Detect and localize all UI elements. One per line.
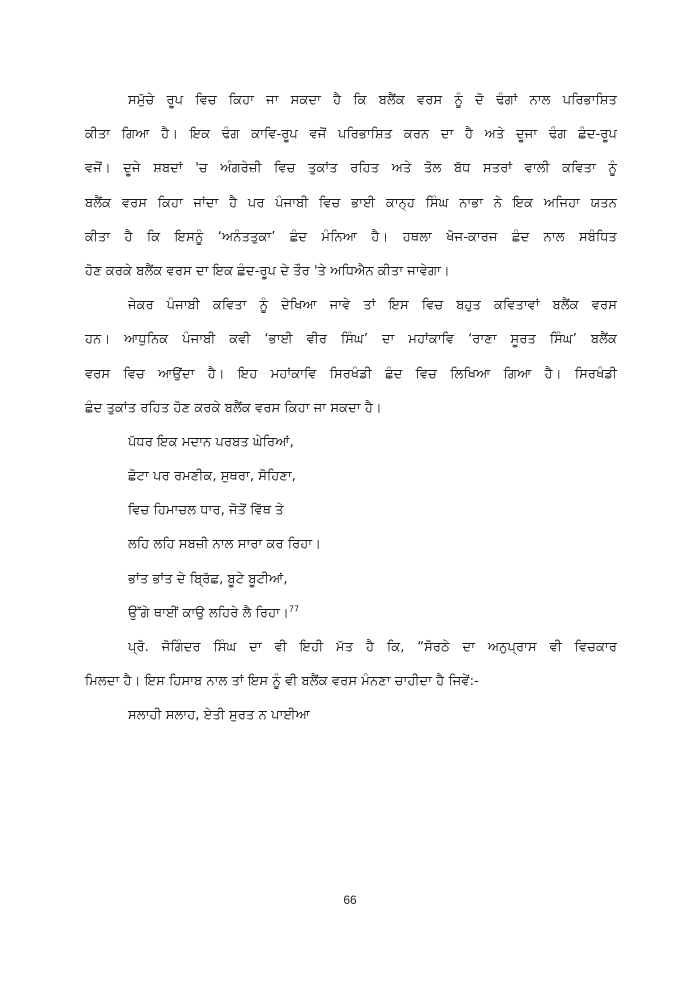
text-line: ਵਰਸ ਵਿਚ ਆਉਂਦਾ ਹੈ। ਇਹ ਮਹਾਂਕਾਵਿ ਸਿਰਖੰਡੀ ਛੰਦ ਵਿਚ ਲਿਖਿਆ ਗਿਆ ਹੈ। ਸਿਰਖੰਡੀ — [85, 366, 617, 382]
verse-line-text: ਉੱਗੇ ਥਾਈਂ ਕਾਉ ਲਹਿਰੇ ਲੈ ਰਿਹਾ। — [128, 605, 289, 621]
document-page — [85, 84, 617, 734]
text-line: ਵਜੋਂ। ਦੂਜੇ ਸ਼ਬਦਾਂ 'ਚ ਅੰਗਰੇਜ਼ੀ ਵਿਚ ਤੁਕਾਂਤ ਰਹਿਤ ਅਤੇ ਤੋਲ ਬੱਧ ਸਤਰਾਂ ਵਾਲੀ ਕਵਿਤਾ ਨੂੰ — [85, 161, 617, 177]
verse-line: ਪੱਧਰ ਇਕ ਮਦਾਨ ਪਰਬਤ ਘੇਰਿਆਂ, — [128, 434, 294, 450]
text-line: ਕੀਤਾ ਹੈ ਕਿ ਇਸਨੂੰ ‘ਅਨੰਤਤੁਕਾ’ ਛੰਦ ਮੰਨਿਆ ਹੈ। ਹਥਲਾ ਖੋਜ-ਕਾਰਜ ਛੰਦ ਨਾਲ ਸਬੰਧਿਤ — [85, 229, 617, 245]
paragraph-1 — [85, 84, 617, 289]
text-line: ਕੀਤਾ ਗਿਆ ਹੈ। ਇਕ ਢੰਗ ਕਾਵਿ-ਰੂਪ ਵਜੋਂ ਪਰਿਭਾਸ਼ਿਤ ਕਰਨ ਦਾ ਹੈ ਅਤੇ ਦੂਜਾ ਢੰਗ ਛੰਦ-ਰੂਪ — [85, 127, 617, 143]
verse-quotation-2 — [85, 699, 617, 733]
text-line: ਬਲੈਂਕ ਵਰਸ ਕਿਹਾ ਜਾਂਦਾ ਹੈ ਪਰ ਪੰਜਾਬੀ ਵਿਚ ਭਾਈ ਕਾਨ੍ਹ ਸਿੰਘ ਨਾਭਾ ਨੇ ਇਕ ਅਜਿਹਾ ਯਤਨ — [85, 195, 617, 211]
verse-line-with-footnote — [85, 597, 617, 631]
text-line: ਹੋਣ ਕਰਕੇ ਬਲੈਂਕ ਵਰਸ ਦਾ ਇਕ ਛੰਦ-ਰੂਪ ਦੇ ਤੌਰ 'ਤੇ ਅਧਿਐਨ ਕੀਤਾ ਜਾਵੇਗਾ। — [85, 263, 450, 279]
footnote-reference[interactable]: 77 — [288, 604, 300, 614]
text-line: ਜੇਕਰ ਪੰਜਾਬੀ ਕਵਿਤਾ ਨੂੰ ਦੇਖਿਆ ਜਾਵੇ ਤਾਂ ਇਸ ਵਿਚ ਬਹੁਤ ਕਵਿਤਾਵਾਂ ਬਲੈਂਕ ਵਰਸ — [128, 298, 617, 314]
verse-line: ਵਿਚ ਹਿਮਾਚਲ ਧਾਰ, ਜੋਤੋਂ ਵਿੱਥ ਤੇ — [128, 503, 284, 519]
paragraph-3 — [85, 631, 617, 699]
text-line: ਹਨ। ਆਧੁਨਿਕ ਪੰਜਾਬੀ ਕਵੀ ‘ਭਾਈ ਵੀਰ ਸਿੰਘ’ ਦਾ ਮਹਾਂਕਾਵਿ ‘ਰਾਣਾ ਸੂਰਤ ਸਿੰਘ’ ਬਲੈਂਕ — [85, 332, 617, 348]
verse-line: ਭਾਂਤ ਭਾਂਤ ਦੇ ਬ੍ਰਿੱਛ, ਬੂਟੇ ਬੂਟੀਆਂ, — [128, 571, 288, 587]
verse-line: ਲਹਿ ਲਹਿ ਸਬਜ਼ੀ ਨਾਲ ਸਾਰਾ ਕਰ ਰਿਹਾ। — [128, 537, 322, 553]
verse-quotation — [85, 426, 617, 631]
text-line: ਸਮੁੱਚੇ ਰੂਪ ਵਿਚ ਕਿਹਾ ਜਾ ਸਕਦਾ ਹੈ ਕਿ ਬਲੈਂਕ ਵਰਸ ਨੂੰ ਦੋ ਢੰਗਾਂ ਨਾਲ ਪਰਿਭਾਸ਼ਿਤ — [128, 93, 617, 108]
page-number: 66 — [343, 893, 357, 907]
verse-line: ਸਲਾਹੀ ਸਲਾਹ, ਏਤੀ ਸੁਰਤ ਨ ਪਾਈਆ — [128, 708, 310, 724]
paragraph-2 — [85, 289, 617, 426]
verse-line: ਛੋਟਾ ਪਰ ਰਮਣੀਕ, ਸੁਥਰਾ, ਸੋਹਿਣਾ, — [128, 469, 296, 485]
text-line: ਮਿਲਦਾ ਹੈ। ਇਸ ਹਿਸਾਬ ਨਾਲ ਤਾਂ ਇਸ ਨੂੰ ਵੀ ਬਲੈਂਕ ਵਰਸ ਮੰਨਣਾ ਚਾਹੀਦਾ ਹੈ ਜਿਵੇਂ:- — [85, 674, 479, 690]
text-line: ਪ੍ਰੋ. ਜੋਗਿੰਦਰ ਸਿੰਘ ਦਾ ਵੀ ਇਹੀ ਮੱਤ ਹੈ ਕਿ, “ਸੋਰਠੇ ਦਾ ਅਨੁਪ੍ਰਾਸ ਵੀ ਵਿਚਕਾਰ — [128, 640, 617, 655]
text-line: ਛੰਦ ਤੁਕਾਂਤ ਰਹਿਤ ਹੋਣ ਕਰਕੇ ਬਲੈਂਕ ਵਰਸ ਕਿਹਾ ਜਾ ਸਕਦਾ ਹੈ। — [85, 400, 382, 416]
